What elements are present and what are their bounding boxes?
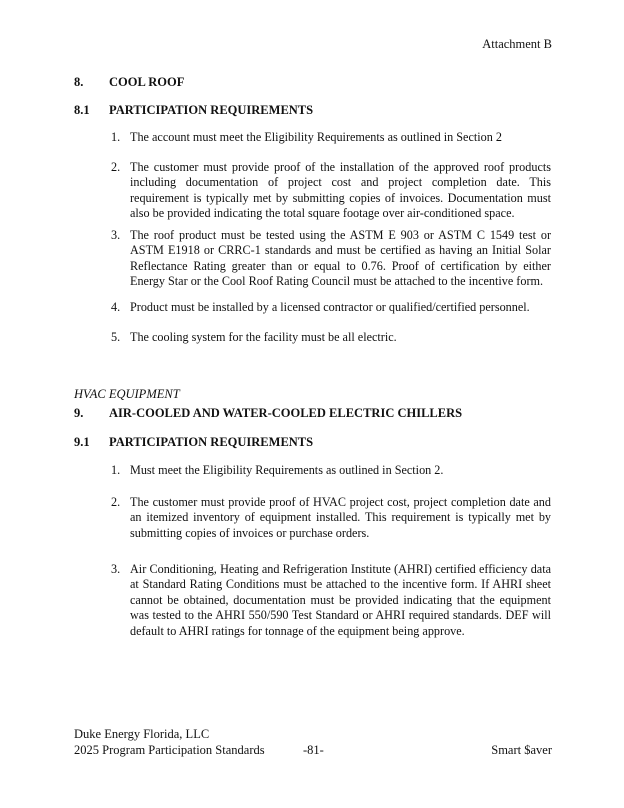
subsection-number: 9.1: [74, 435, 90, 449]
section-9-1-heading: [74, 435, 313, 450]
section-9-heading: [74, 406, 462, 421]
item-text: The account must meet the Eligibility Requirements as outlined in Section 2: [130, 130, 502, 144]
list-item: [111, 562, 551, 639]
list-item: [111, 300, 551, 315]
subsection-number: 8.1: [74, 103, 90, 117]
item-number: 5.: [111, 330, 121, 344]
item-number: 2.: [111, 495, 121, 509]
hvac-equipment-label: HVAC EQUIPMENT: [74, 387, 180, 401]
footer-document-title: 2025 Program Participation Standards: [74, 743, 265, 757]
item-text: The cooling system for the facility must be all electric.: [130, 330, 397, 344]
item-number: 3.: [111, 562, 121, 576]
item-number: 4.: [111, 300, 121, 314]
item-text: Product must be installed by a licensed contractor or qualified/certified personnel.: [130, 300, 530, 314]
list-item: [111, 330, 551, 345]
subsection-title: PARTICIPATION REQUIREMENTS: [109, 435, 314, 449]
item-number: 1.: [111, 463, 121, 477]
list-item: [111, 463, 551, 478]
list-item: [111, 160, 551, 222]
item-text: The customer must provide proof of the installation of the approved roof products including documentation of project cost and project completion date. This requirement is typically met by submitting copies of invoices. Documentation must also be provided indicating the total square footage over air-conditioned space.: [130, 160, 551, 221]
item-number: 3.: [111, 228, 121, 242]
list-item: [111, 228, 551, 290]
list-item: [111, 495, 551, 541]
section-8-heading: [74, 75, 184, 90]
section-8-1-heading: [74, 103, 313, 118]
page-number: -81-: [303, 743, 324, 757]
item-text: Air Conditioning, Heating and Refrigeration Institute (AHRI) certified efficiency data at Standard Rating Conditions must be attached to the incentive form. If AHRI sheet cannot be obtained, documentation must be provided indicating that the equipment was tested to the AHRI 550/590 Test Standard or AHRI required standards. DEF will default to AHRI ratings for tonnage of the equipment being approve.: [130, 562, 551, 638]
item-number: 2.: [111, 160, 121, 174]
subsection-title: PARTICIPATION REQUIREMENTS: [109, 103, 314, 117]
section-number: 9.: [74, 406, 84, 420]
section-title: COOL ROOF: [109, 75, 185, 89]
list-item: [111, 130, 551, 145]
item-text: The roof product must be tested using the ASTM E 903 or ASTM C 1549 test or ASTM E1918 or CRRC-1 standards and must be certified as having an Initial Solar Reflectance Rating greater than or equal to 0.76. Proof of certification by either Energy Star or the Cool Roof Rating Council must be attached to the incentive form.: [130, 228, 551, 289]
footer-company: Duke Energy Florida, LLC: [74, 727, 210, 741]
item-number: 1.: [111, 130, 121, 144]
section-title: AIR-COOLED AND WATER-COOLED ELECTRIC CHILLERS: [109, 406, 463, 420]
item-text: Must meet the Eligibility Requirements as outlined in Section 2.: [130, 463, 444, 477]
attachment-label: Attachment B: [482, 37, 552, 51]
item-text: The customer must provide proof of HVAC project cost, project completion date and an itemized inventory of equipment installed. This requirement is typically met by submitting copies of invoices or purchase orders.: [130, 495, 551, 540]
section-number: 8.: [74, 75, 84, 89]
footer-program-name: Smart $aver: [491, 743, 552, 757]
